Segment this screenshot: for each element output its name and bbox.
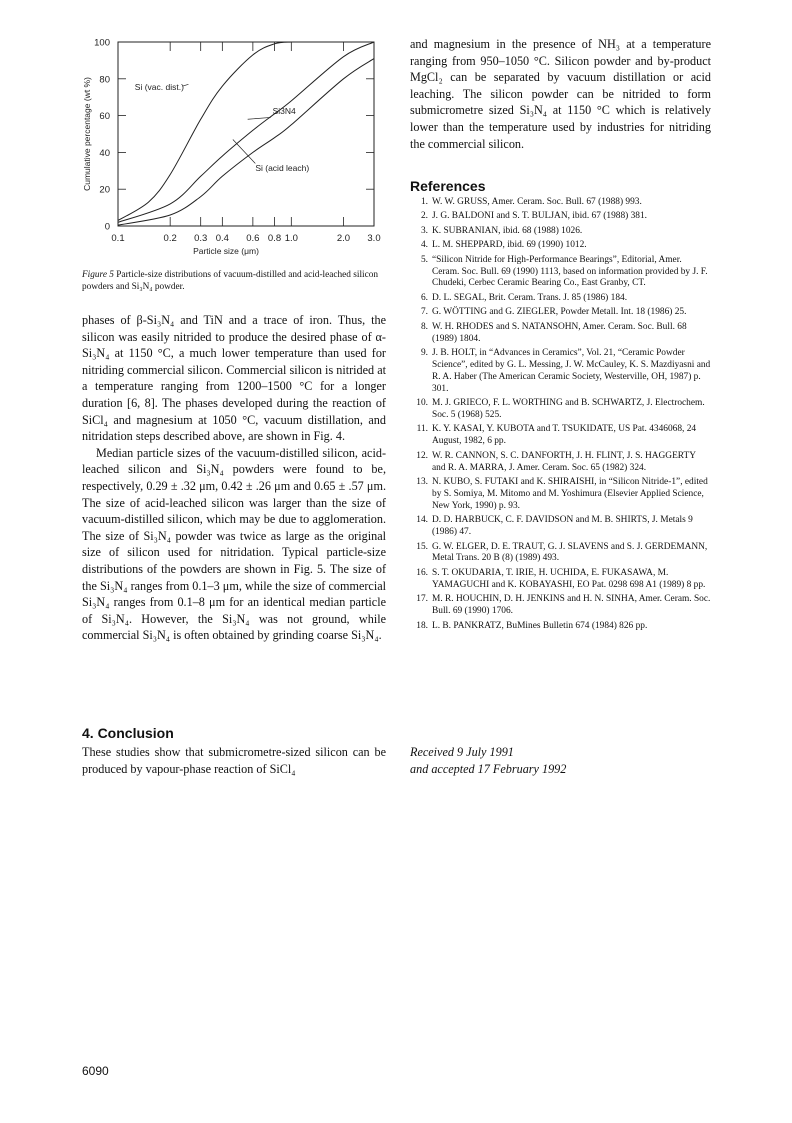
reference-text: “Silicon Nitride for High-Performance Bearings”, Editorial, Amer. Ceram. Soc. Bull. 69 (1990) 1113, based on information provided by J. F. Chudeki, Cerbec Ceramic Bearing Co., East Granby, CT.	[432, 254, 708, 289]
left-column-text	[82, 312, 386, 644]
references-heading: References	[410, 178, 486, 194]
reference-number: 8.	[420, 321, 428, 332]
reference-item	[410, 226, 711, 238]
reference-text: G. W. ELGER, D. E. TRAUT, G. J. SLAVENS and S. J. GERDEMANN, Metal Trans. 20 B (8) (1989) 493.	[432, 541, 708, 564]
reference-number: 11.	[416, 424, 428, 435]
reference-number: 17.	[416, 594, 428, 605]
reference-text: M. J. GRIECO, F. L. WORTHING and B. SCHWARTZ, J. Electrochem. Soc. 5 (1968) 525.	[432, 398, 705, 420]
x-tick-label: 0.6	[246, 233, 260, 244]
y-tick-label: 0	[104, 221, 110, 233]
reference-item	[410, 398, 711, 422]
reference-item	[410, 322, 711, 346]
reference-item	[410, 240, 711, 252]
x-axis-label: Particle size (μm)	[193, 246, 259, 256]
reference-text: M. R. HOUCHIN, D. H. JENKINS and H. N. SINHA, Amer. Ceram. Soc. Bull. 69 (1990) 1706.	[432, 594, 711, 617]
x-tick-label: 0.4	[215, 233, 229, 244]
reference-text: L. B. PANKRATZ, BuMines Bulletin 674 (1984) 826 pp.	[432, 620, 648, 631]
reference-number: 16.	[416, 567, 428, 578]
reference-item	[410, 477, 711, 513]
x-tick-label: 0.8	[267, 233, 282, 244]
reference-item	[410, 255, 711, 291]
reference-text: K. Y. KASAI, Y. KUBOTA and T. TSUKIDATE, US Pat. 4346068, 24 August, 1982, 6 pp.	[432, 424, 697, 447]
reference-text: S. T. OKUDARIA, T. IRIE, H. UCHIDA, E. FUKASAWA, M. YAMAGUCHI and K. KOBAYASHI, EO Pat. 0298 698 A1 (1989) 8 pp.	[432, 567, 706, 590]
annotation-si3n4: Si3N4	[272, 105, 296, 116]
y-tick-label: 20	[99, 184, 110, 196]
reference-number: 7.	[420, 307, 428, 318]
x-tick-label: 0.1	[111, 233, 125, 244]
figure-caption-text: Particle-size distributions of vacuum-distilled and acid-leached silicon powders and Si₃N₄ powder.	[82, 270, 379, 292]
paragraph: phases of β-Si₃N₄ and TiN and a trace of iron. Thus, the silicon was easily nitrided to produce the desired phase of α-Si₃N₄ at 1150 °C, a much lower temperature than used for nitriding commercial silicon. Commercial silicon is nitrided at a temperature ranging from 1200–1500 °C for a longer duration [6, 8]. The phases developed during the reaction of SiCl₄ and magnesium at 1050 °C, vacuum distillation, and nitridation steps described above, are shown in Fig. 4.	[82, 313, 386, 444]
reference-number: 15.	[416, 541, 428, 552]
reference-text: D. D. HARBUCK, C. F. DAVIDSON and M. B. SHIRTS, J. Metals 9 (1986) 47.	[432, 515, 693, 538]
reference-number: 18.	[416, 620, 428, 631]
particle-size-chart	[78, 30, 388, 270]
x-tick-label: 3.0	[367, 233, 381, 244]
reference-text: G. WÖTTING and G. ZIEGLER, Powder Metall. Int. 18 (1986) 25.	[432, 307, 687, 318]
reference-number: 3.	[420, 225, 428, 236]
reference-number: 13.	[416, 477, 428, 488]
paragraph: Median particle sizes of the vacuum-distilled silicon, acid-leached silicon and Si₃N₄ powders were found to be, respectively, 0.29 ± .32 μm, 0.42 ± .26 μm and 0.65 ± .57 μm. The size of acid-leached silicon was larger than the size of vacuum-distilled silicon, which may be due to agglomeration. The size of Si₃N₄ powder was twice as large as the original size of silicon used for nitridation. Typical particle-size distributions of the powders are shown in Fig. 5. The size of the Si₃N₄ ranges from 0.1–3 μm, while the size of commercial Si₃N₄ ranges from 0.1–8 μm for an identical median particle of Si₃N₄. However, the Si₃N₄ was not ground, while commercial Si₃N₄ is often obtained by grinding coarse Si₃N₄.	[82, 445, 386, 643]
reference-item	[410, 211, 711, 223]
reference-number: 2.	[420, 211, 428, 222]
reference-item	[410, 307, 711, 319]
reference-number: 4.	[420, 240, 428, 251]
reference-item	[410, 568, 711, 592]
reference-text: J. B. HOLT, in “Advances in Ceramics”, Vol. 21, “Ceramic Powder Science”, edited by G. L. Messing, J. W. McCauley, K. S. Mazdiyasni and R. A. Haber (The American Ceramic Society, Westerville, OH, 1987) p. 301.	[432, 347, 711, 394]
reference-item	[410, 197, 711, 209]
reference-text: W. W. GRUSS, Amer. Ceram. Soc. Bull. 67 (1988) 993.	[432, 197, 642, 207]
reference-number: 12.	[416, 450, 428, 461]
x-tick-label: 0.3	[194, 233, 208, 244]
annotation-si-vac-dist: Si (vac. dist.)	[134, 81, 184, 92]
reference-item	[410, 293, 711, 305]
reference-text: N. KUBO, S. FUTAKI and K. SHIRAISHI, in “Silicon Nitride-1”, edited by S. Somiya, M. Mitomo and M. Yoshimura (Elsevier Applied Science, New York, 1990) p. 93.	[432, 477, 708, 511]
leader-line	[233, 140, 255, 164]
reference-number: 14.	[416, 515, 428, 526]
reference-text: J. G. BALDONI and S. T. BULJAN, ibid. 67 (1988) 381.	[432, 211, 648, 222]
reference-item	[410, 594, 711, 618]
reference-item	[410, 542, 711, 566]
page-number: 6090	[82, 1064, 109, 1078]
reference-number: 5.	[420, 254, 428, 265]
reference-number: 1.	[420, 197, 428, 207]
y-tick-label: 80	[99, 74, 110, 86]
conclusion-text: These studies show that submicrometre-sized silicon can be produced by vapour-phase reaction of SiCl₄	[82, 745, 386, 776]
reference-number: 9.	[420, 347, 428, 358]
received-line: Received 9 July 1991	[410, 745, 514, 759]
reference-text: W. H. RHODES and S. NATANSOHN, Amer. Ceram. Soc. Bull. 68 (1989) 1804.	[432, 321, 687, 344]
right-column-text: and magnesium in the presence of NH₃ at a temperature ranging from 950–1050 °C. Silicon powder and by-product MgCl₂ can be separated by vacuum distillation or acid leaching. The silicon powder can be nitrided to form submicrometre sized Si₃N₄ at 1150 °C which is relatively lower than the temperature used by industries for nitriding the commercial silicon.	[410, 37, 711, 151]
figure-caption	[82, 269, 386, 293]
reference-item	[410, 348, 711, 396]
reference-number: 10.	[416, 398, 428, 409]
reference-text: D. L. SEGAL, Brit. Ceram. Trans. J. 85 (1986) 184.	[432, 292, 628, 303]
reference-number: 6.	[420, 292, 428, 303]
reference-item	[410, 515, 711, 539]
annotation-si-acid-leach: Si (acid leach)	[255, 162, 310, 173]
x-tick-label: 2.0	[336, 233, 351, 244]
accepted-line: and accepted 17 February 1992	[410, 761, 567, 776]
y-tick-label: 40	[99, 147, 110, 159]
reference-text: K. SUBRANIAN, ibid. 68 (1988) 1026.	[432, 225, 583, 236]
reference-text: L. M. SHEPPARD, ibid. 69 (1990) 1012.	[432, 240, 587, 251]
reference-item	[410, 621, 711, 633]
x-tick-label: 0.2	[163, 233, 177, 244]
chart-svg	[78, 30, 388, 270]
series-line-si3n4	[118, 42, 374, 222]
reference-item	[410, 424, 711, 448]
reference-item	[410, 451, 711, 475]
references-list	[410, 197, 711, 635]
plot-frame	[118, 42, 374, 226]
y-tick-label: 60	[99, 111, 110, 123]
x-tick-label: 1.0	[284, 233, 298, 244]
received-dates	[410, 744, 566, 777]
figure-label: Figure 5	[82, 270, 114, 280]
y-tick-label: 100	[94, 37, 110, 49]
conclusion-heading: 4. Conclusion	[82, 725, 174, 741]
reference-text: W. R. CANNON, S. C. DANFORTH, J. H. FLINT, J. S. HAGGERTY and R. A. MARRA, J. Amer. Ceram. Soc. 65 (1982) 324.	[432, 450, 696, 473]
y-axis-label: Cumulative percentage (wt %)	[82, 77, 92, 191]
